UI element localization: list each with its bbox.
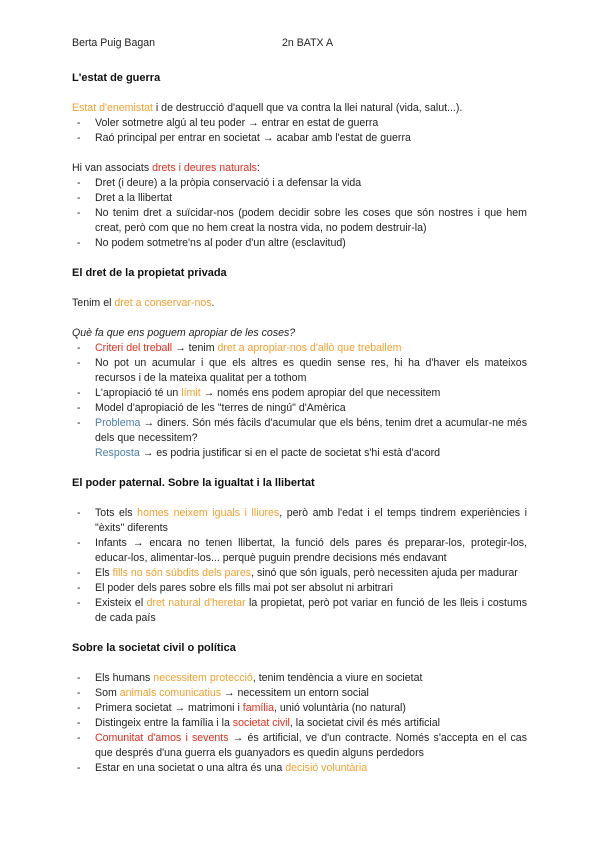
list-item: - El poder dels pares sobre els fills mai pot ser absolut ni arbitrari [72,581,527,596]
list-item [72,671,527,686]
highlight: límit [181,387,201,399]
text: Estar en una societat o una altra és una [95,762,286,774]
text: → només ens podem apropiar del que necessitem [200,387,441,399]
text: Els humans [95,672,154,684]
course-label: 2n BATX A [282,37,334,49]
list-item [72,701,527,716]
text: i de destrucció d'aquell que va contra la llei natural (vida, salut...). [152,102,463,114]
list-item: - Infants → encara no tenen llibertat, la funció dels pares és preparar-los, protegir-los, educar-los, alimentar-los... perquè puguin prendre decisions més endavant [72,536,527,566]
text: , tenim tendència a viure en societat [252,672,423,684]
highlight: societat civil [232,717,290,729]
text: Distingeix entre la família i la [95,717,233,729]
bullet-list [72,341,527,461]
list-item: - No tenim dret a suïcidar-nos (podem decidir sobre les coses que són nostres i que hem creat, però com que no hem creat la nostra vida, no podem destruir-la) [72,206,527,236]
section-title-estat-de-guerra: L'estat de guerra [72,72,161,84]
author-name: Berta Puig Bagan [72,37,156,49]
section-title-propietat-privada: El dret de la propietat privada [72,267,227,279]
list-item [72,566,527,581]
paragraph [72,101,527,116]
highlight: Estat d'enemistat [72,102,153,114]
text: , però amb l'edat i el temps tindrem experiències i "èxits" diferents [95,507,527,534]
list-item: - No podem sotmetre'ns al poder d'un altre (esclavitud) [72,236,527,251]
list-item: - Voler sotmetre algú al teu poder → entrar en estat de guerra [72,116,527,131]
section-title-poder-paternal: El poder paternal. Sobre la igualtat i la llibertat [72,477,315,489]
list-item: - No pot un acumular i que els altres es quedin sense res, hi ha d'haver els mateixos recursos i de la mateixa qualitat per a tothom [72,356,527,386]
list-item [72,416,527,446]
text: . [211,297,215,309]
highlight: Resposta [95,447,140,459]
paragraph [72,296,527,311]
bullet-list [72,176,527,251]
highlight: família [242,702,274,714]
list-item: - Model d'apropiació de les "terres de ningú" d'Amèrica [72,401,527,416]
text: Som [95,687,120,699]
text: → es podria justificar si en el pacte de societat s'hi està d'acord [139,447,441,459]
text: Tots els [95,507,138,519]
highlight: dret a apropiar-nos d'allò que treballem [217,342,402,354]
highlight: necessitem protecció [153,672,253,684]
text: → tenim [172,342,218,354]
document-body [72,71,527,776]
highlight: decisió voluntària [285,762,368,774]
list-item [72,731,527,761]
highlight: animals comunicatius [119,687,222,699]
highlight: homes neixem iguals i lliures [137,507,280,519]
text: Hi van associats [72,162,153,174]
list-item [72,686,527,701]
list-item [72,716,527,731]
list-item [72,761,527,776]
text: Existeix el [95,597,147,609]
text: L'apropiació té un [95,387,182,399]
list-item [72,596,527,626]
section-title-societat-civil: Sobre la societat civil o política [72,642,236,654]
highlight: Comunitat d'amos i sevents [95,732,229,744]
highlight: dret natural d'heretar [146,597,246,609]
list-item [72,341,527,356]
text: → és artificial, ve d'un contracte. Només s'accepta en el cas que després d'una guerra els guanyadors es quedin alguns perdedors [95,732,527,759]
bullet-list [72,671,527,776]
list-item [72,386,527,401]
highlight: Problema [95,417,141,429]
highlight: drets i deures naturals [152,162,257,174]
bullet-list [72,116,527,146]
text: la propietat, però pot variar en funció de les lleis i costums de cada país [95,597,527,624]
question: Què fa que ens poguem apropiar de les coses? [72,327,296,339]
list-item [72,446,527,461]
list-item: - Dret (i deure) a la pròpia conservació i a defensar la vida [72,176,527,191]
text: : [256,162,260,174]
text: Primera societat → matrimoni i [95,702,243,714]
text: , sinó que són iguals, però necessiten ajuda per madurar [251,567,518,579]
text: Tenim el [72,297,115,309]
bullet-list [72,506,527,626]
text: → necessitem un entorn social [221,687,369,699]
text: , la societat civil és més artificial [289,717,441,729]
page-header [72,36,532,51]
text: → diners. Són més fàcils d'acumular que els béns, tenim dret a acumular-ne més dels que necessitem? [95,417,527,444]
list-item [72,506,527,536]
highlight: dret a conservar-nos [114,297,212,309]
text: Els [95,567,113,579]
text: , unió voluntària (no natural) [273,702,406,714]
list-item: - Raó principal per entrar en societat → acabar amb l'estat de guerra [72,131,527,146]
highlight: Criteri del treball [95,342,173,354]
highlight: fills no són súbdits dels pares [112,567,252,579]
paragraph [72,161,527,176]
list-item: - Dret a la llibertat [72,191,527,206]
